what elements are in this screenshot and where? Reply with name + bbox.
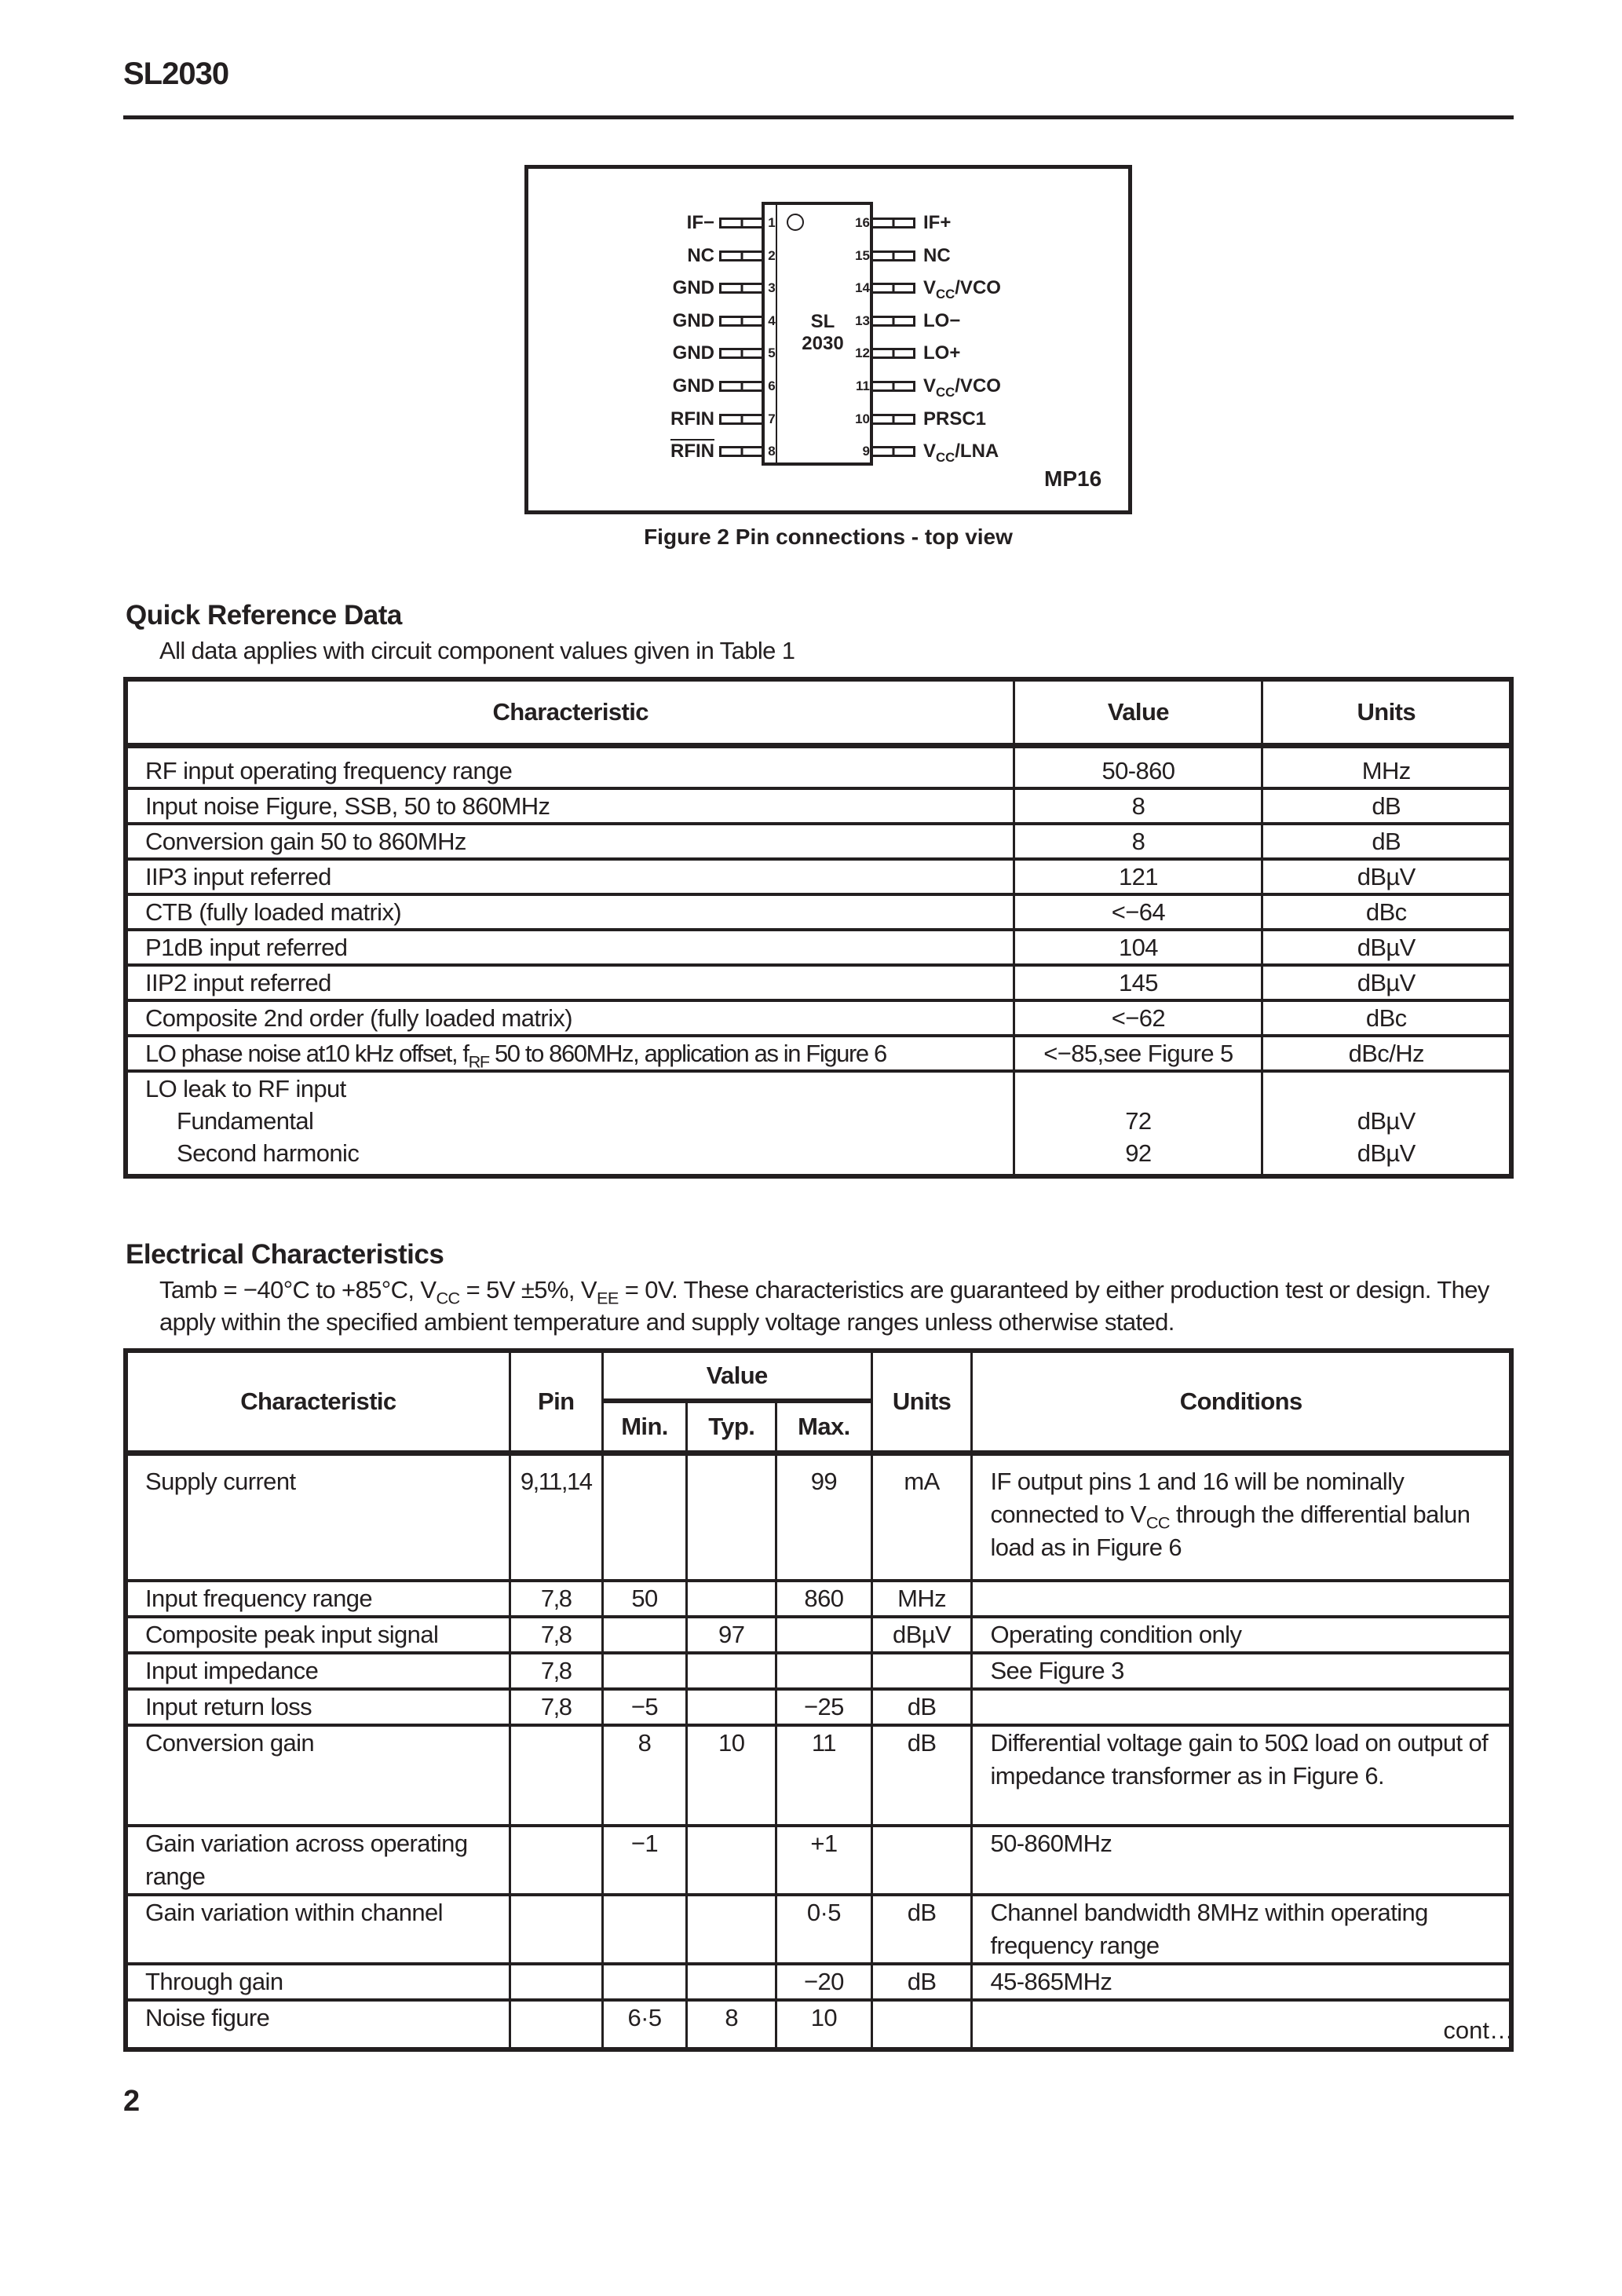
pin-name: GND: [672, 375, 714, 397]
pin-lead-icon: [873, 283, 915, 294]
pin-lead-icon: [719, 381, 762, 392]
pin-lead-icon: [873, 348, 915, 359]
cell-min: [602, 1453, 687, 1581]
cell-max: [776, 1617, 872, 1653]
cell-pin: [510, 1725, 602, 1826]
pin-15: [855, 244, 1109, 267]
cell-characteristic: Supply current: [126, 1453, 510, 1581]
pin-8: [534, 441, 776, 462]
cell-value: <−85,see Figure 5: [1014, 1036, 1262, 1071]
cell-conditions: [972, 2000, 1511, 2049]
pin-lead-icon: [719, 446, 762, 457]
header-rule: [123, 115, 1514, 119]
table-row: [126, 1581, 1511, 1617]
pin-number: 1: [768, 215, 776, 230]
pin-12: [855, 342, 1109, 364]
pin-16: [855, 212, 1109, 234]
pin-lead-icon: [719, 348, 762, 359]
pin-name: LO+: [923, 342, 961, 364]
cell-max: 0·5: [776, 1895, 872, 1964]
lo-leak-item-label: Second harmonic: [177, 1139, 360, 1167]
cell-value: <−64: [1014, 894, 1262, 930]
pin-13: [855, 309, 1109, 332]
table-row: [126, 859, 1511, 894]
cell-value: 121: [1014, 859, 1262, 894]
table-row: [126, 1617, 1511, 1653]
cell-min: [602, 1617, 687, 1653]
cell-pin: 9,11,14: [510, 1453, 602, 1581]
pin-lead-icon: [873, 381, 915, 392]
table-row: [126, 930, 1511, 965]
electrical-characteristics-title: Electrical Characteristics: [126, 1239, 444, 1270]
electrical-characteristics-table: [123, 1348, 1514, 2052]
pin-name: $V_{CC}$/VCO: [923, 375, 1001, 400]
pin-lead-icon: [873, 316, 915, 327]
cell-units: dBµV: [871, 1617, 972, 1653]
cell-min: 6·5: [602, 2000, 687, 2049]
cell-pin: 7,8: [510, 1689, 602, 1725]
cell-units: dB: [871, 1725, 972, 1826]
cell-characteristic: Noise figure: [126, 2000, 510, 2049]
cell-units: [871, 1653, 972, 1689]
document-title: SL2030: [123, 57, 229, 91]
pin-name: GND: [672, 309, 714, 331]
cell-max: −25: [776, 1689, 872, 1725]
cell-characteristic: CTB (fully loaded matrix): [126, 894, 1014, 930]
cell-value: 104: [1014, 930, 1262, 965]
cell-characteristic: RF input operating frequency range: [126, 746, 1014, 789]
cell-pin: 7,8: [510, 1617, 602, 1653]
cell-pin: [510, 1826, 602, 1895]
pin-name: GND: [672, 342, 714, 364]
cell-characteristic: LO phase noise at10 kHz offset, $f_{RF}$ 50 to 860MHz, application as in Figure 6: [126, 1036, 1014, 1071]
pin-14: [855, 277, 1109, 302]
cell-value: 8: [1014, 824, 1262, 859]
cell-characteristic: Conversion gain: [126, 1725, 510, 1826]
cell-units: mA: [871, 1453, 972, 1581]
table-row: [126, 894, 1511, 930]
cell-characteristic: Input impedance: [126, 1653, 510, 1689]
cell-typ: [687, 1826, 776, 1895]
table-row: [126, 1036, 1511, 1071]
cell-value: 8: [1014, 788, 1262, 824]
table-row: [126, 1000, 1511, 1036]
lo-leak-item-units: dBµV: [1357, 1139, 1416, 1167]
cell-units: dBµV: [1262, 965, 1511, 1000]
cell-typ: [687, 1453, 776, 1581]
cell-max: +1: [776, 1826, 872, 1895]
pin-lead-icon: [873, 414, 915, 425]
page-number: 2: [123, 2085, 141, 2118]
pin-lead-icon: [873, 218, 915, 229]
cell-pin: [510, 2000, 602, 2049]
pin-number: 3: [768, 280, 776, 296]
pin-11: [856, 375, 1109, 400]
cell-units: dB: [1262, 788, 1511, 824]
pin1-marker-icon: [787, 214, 804, 231]
pin-lead-icon: [719, 283, 762, 294]
table-row: [126, 788, 1511, 824]
table-row: [126, 1653, 1511, 1689]
pin-9: [862, 441, 1109, 466]
cell-min: −5: [602, 1689, 687, 1725]
pin-2: [534, 244, 776, 267]
cell-characteristic: Through gain: [126, 1964, 510, 2000]
cell-characteristic: Gain variation across operating range: [126, 1826, 510, 1895]
pin-5: [534, 342, 776, 364]
cell-conditions: IF output pins 1 and 16 will be nominally connected to $V_{CC}$ through the differential balun load as in Figure 6: [972, 1453, 1511, 1581]
col-header-units: Units: [1262, 679, 1511, 746]
cell-units: dBµV: [1262, 859, 1511, 894]
cell-typ: [687, 1895, 776, 1964]
pin-lead-icon: [719, 218, 762, 229]
lo-leak-item-value: 72: [1125, 1107, 1152, 1135]
col-header-min: Min.: [602, 1401, 687, 1453]
pin-number: 15: [855, 247, 870, 263]
col-header-value: Value: [1014, 679, 1262, 746]
quick-reference-title: Quick Reference Data: [126, 600, 402, 631]
pin-name: RFIN: [670, 441, 714, 462]
pin-lead-icon: [719, 250, 762, 261]
cell-characteristic: Input return loss: [126, 1689, 510, 1725]
pin-1: [534, 212, 776, 234]
cell-max: [776, 1653, 872, 1689]
cell-conditions: 45-865MHz: [972, 1964, 1511, 2000]
col-header-typ: Typ.: [687, 1401, 776, 1453]
table-row: [126, 1964, 1511, 2000]
pin-number: 7: [768, 411, 776, 426]
cell-units: dB: [871, 1689, 972, 1725]
col-header-characteristic: Characteristic: [126, 679, 1014, 746]
table-row: [126, 1895, 1511, 1964]
cell-units: dBc: [1262, 1000, 1511, 1036]
lo-leak-item-label: Fundamental: [177, 1107, 314, 1135]
pin-number: 10: [855, 411, 870, 426]
cell-units: dBc/Hz: [1262, 1036, 1511, 1071]
cell-max: 10: [776, 2000, 872, 2049]
cell-min: 50: [602, 1581, 687, 1617]
cell-units: MHz: [871, 1581, 972, 1617]
col-header-max: Max.: [776, 1401, 872, 1453]
pin-number: 16: [855, 215, 870, 230]
cell-characteristic: Composite 2nd order (fully loaded matrix): [126, 1000, 1014, 1036]
cell-typ: 8: [687, 2000, 776, 2049]
table-row: [126, 824, 1511, 859]
cell-min: [602, 1964, 687, 2000]
cell-units: dBµV: [1262, 930, 1511, 965]
cell-units: [871, 1826, 972, 1895]
cell-max: 99: [776, 1453, 872, 1581]
cell-conditions: 50-860MHz: [972, 1826, 1511, 1895]
pin-10: [855, 408, 1109, 430]
cell-characteristic: Input frequency range: [126, 1581, 510, 1617]
cell-max: 11: [776, 1725, 872, 1826]
pin-number: 6: [768, 378, 776, 393]
cell-units: [871, 2000, 972, 2049]
table-row-lo-leak: [126, 1071, 1511, 1176]
cell-conditions: See Figure 3: [972, 1653, 1511, 1689]
cell-units: dBc: [1262, 894, 1511, 930]
table-row: [126, 2000, 1511, 2049]
cell-typ: 97: [687, 1617, 776, 1653]
cell-units: dB: [1262, 824, 1511, 859]
table-row: [126, 1453, 1511, 1581]
pin-3: [534, 277, 776, 299]
cell-characteristic: Composite peak input signal: [126, 1617, 510, 1653]
pin-lead-icon: [719, 414, 762, 425]
electrical-characteristics-desc: Tamb = −40°C to +85°C, $V_{CC} = 5V \pm 5\%$, $V_{EE} = 0V$. These characteristics are guaranteed by either production test or design. They apply within the specified ambient temperature and supply voltage ranges unless otherwise stated.: [159, 1276, 1489, 1336]
chip-label: SL 2030: [802, 311, 844, 354]
cell-characteristic: Conversion gain 50 to 860MHz: [126, 824, 1014, 859]
pin-name: LO−: [923, 309, 961, 331]
cell-characteristic: IIP2 input referred: [126, 965, 1014, 1000]
continued-note: cont…: [1443, 2016, 1514, 2044]
pin-6: [534, 375, 776, 397]
cell-min: [602, 1653, 687, 1689]
cell-characteristic: Gain variation within channel: [126, 1895, 510, 1964]
cell-units: [1262, 1071, 1511, 1176]
pin-number: 4: [768, 313, 776, 328]
cell-min: [602, 1895, 687, 1964]
col-header-characteristic: Characteristic: [126, 1351, 510, 1453]
cell-value: 50-860: [1014, 746, 1262, 789]
cell-min: 8: [602, 1725, 687, 1826]
table-row: [126, 1826, 1511, 1895]
cell-pin: [510, 1895, 602, 1964]
cell-value: 145: [1014, 965, 1262, 1000]
table-row: [126, 1725, 1511, 1826]
lo-leak-item-units: dBµV: [1357, 1107, 1416, 1135]
pin-name: PRSC1: [923, 408, 987, 430]
cell-conditions: Operating condition only: [972, 1617, 1511, 1653]
cell-pin: 7,8: [510, 1581, 602, 1617]
pin-lead-icon: [873, 250, 915, 261]
table-row: [126, 1689, 1511, 1725]
cell-conditions: Channel bandwidth 8MHz within operating frequency range: [972, 1895, 1511, 1964]
cell-typ: [687, 1581, 776, 1617]
table-row: [126, 746, 1511, 789]
col-header-value: Value: [602, 1351, 871, 1401]
pin-name: $V_{CC}$/LNA: [923, 441, 999, 466]
col-header-units: Units: [871, 1351, 972, 1453]
cell-value: <−62: [1014, 1000, 1262, 1036]
pin-name: RFIN: [670, 408, 714, 430]
pin-number: 2: [768, 247, 776, 263]
cell-value: [1014, 1071, 1262, 1176]
col-header-pin: Pin: [510, 1351, 602, 1453]
cell-typ: [687, 1689, 776, 1725]
quick-reference-subtitle: All data applies with circuit component values given in Table 1: [159, 637, 795, 664]
cell-units: MHz: [1262, 746, 1511, 789]
pin-7: [534, 408, 776, 430]
pin-name: IF−: [686, 212, 714, 233]
pin-lead-icon: [873, 446, 915, 457]
cell-characteristic: LO leak to RF input Fundamental Second harmonic: [126, 1071, 1014, 1176]
package-label: MP16: [1044, 466, 1102, 491]
table-row: [126, 965, 1511, 1000]
pin-number: 13: [855, 313, 870, 328]
cell-conditions: Differential voltage gain to 50Ω load on output of impedance transformer as in Figure 6.: [972, 1725, 1511, 1826]
pin-number: 14: [855, 280, 870, 296]
cell-pin: 7,8: [510, 1653, 602, 1689]
pin-number: 9: [862, 444, 870, 459]
pin-number: 11: [856, 378, 870, 393]
cell-typ: 10: [687, 1725, 776, 1826]
pin-name: NC: [923, 244, 951, 266]
pin-name: GND: [672, 277, 714, 299]
pin-number: 8: [768, 444, 776, 459]
cell-typ: [687, 1964, 776, 2000]
cell-characteristic: Input noise Figure, SSB, 50 to 860MHz: [126, 788, 1014, 824]
pin-name: NC: [687, 244, 714, 266]
cell-characteristic: IIP3 input referred: [126, 859, 1014, 894]
quick-reference-table: [123, 677, 1514, 1179]
cell-typ: [687, 1653, 776, 1689]
cell-conditions: [972, 1581, 1511, 1617]
cell-min: −1: [602, 1826, 687, 1895]
cell-units: dB: [871, 1895, 972, 1964]
pin-number: 12: [855, 345, 870, 361]
pin-4: [534, 309, 776, 332]
col-header-conditions: Conditions: [972, 1351, 1511, 1453]
cell-characteristic: P1dB input referred: [126, 930, 1014, 965]
cell-pin: [510, 1964, 602, 2000]
pin-lead-icon: [719, 316, 762, 327]
cell-max: 860: [776, 1581, 872, 1617]
pin-name: IF+: [923, 212, 952, 233]
pin-number: 5: [768, 345, 776, 361]
cell-conditions: [972, 1689, 1511, 1725]
pin-name: $V_{CC}$/VCO: [923, 277, 1001, 302]
cell-units: dB: [871, 1964, 972, 2000]
figure-caption: Figure 2 Pin connections - top view: [644, 525, 1013, 549]
lo-leak-item-value: 92: [1125, 1139, 1152, 1167]
cell-max: −20: [776, 1964, 872, 2000]
